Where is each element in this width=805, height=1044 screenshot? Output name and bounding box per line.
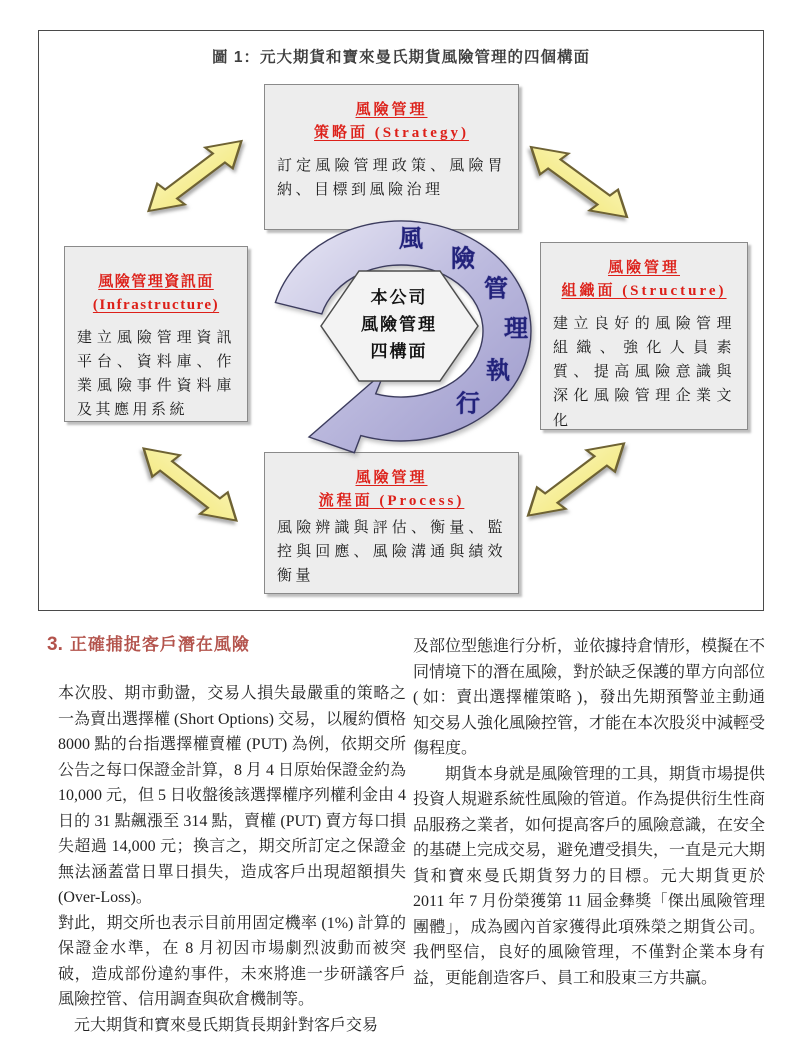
ring-label-char: 險 [451, 246, 475, 273]
infrastructure-title-line2: (Infrastructure) [92, 297, 220, 314]
paragraph: 本次股、期市動盪，交易人損失最嚴重的策略之一為賣出選擇權 (Short Options) 交易，以履約價格 8000 點的台指選擇權賣權 (PUT) 為例，依期交所公告之每口保證金計算，8 月 4 日原始保證金約為 10,000 元，但 5 日收盤後該選擇權序列權利金由 4 日的 31 點飆漲至 314 點，賣權 (PUT) 賣方每口損失超過 14,000 元；換言之，期交所訂定之保證金無法涵蓋當日單日損失，造成客戶出現超額損失 (Over-Loss)。 [58, 685, 407, 906]
strategy-title-line1: 風險管理 [355, 102, 428, 118]
paragraph: 對此，期交所也表示目前用固定機率 (1%) 計算的保證金水準，在 8 月初因市場劇烈波動而被突破，造成部份違約事件，未來將進一步研議客戶風險控管、信用調查與砍倉機制等。 [58, 914, 406, 1008]
section-heading [47, 630, 250, 656]
infrastructure-title-line1: 風險管理資訊面 [98, 274, 214, 290]
process-title-line1: 風險管理 [355, 470, 428, 486]
ring-label-char: 執 [486, 358, 510, 385]
infrastructure-box-body: 建立風險管理資訊平台、資料庫、作業風險事件資料庫及其應用系統 [77, 329, 235, 419]
ring-label-char: 風 [399, 226, 423, 253]
figure-title: 圖 1：元大期貨和寶來曼氏期貨風險管理的四個構面 [212, 49, 590, 66]
structure-title-line2: 組織面 (Structure) [561, 283, 727, 300]
structure-title-line1: 風險管理 [607, 260, 680, 276]
paragraph: 及部位型態進行分析，並依據持倉情形，模擬在不同情境下的潛在風險，對於缺乏保護的單方向部位 ( 如：賣出選擇權策略 )，發出先期預警並主動通知交易人強化風險控管，才能在本次股災中減輕受傷程度。 [413, 638, 766, 757]
ring-label-char: 管 [484, 276, 508, 303]
article-column-right [413, 634, 765, 991]
process-title-line2: 流程面 (Process) [318, 493, 465, 510]
paragraph: 元大期貨和寶來曼氏期貨長期針對客戶交易 [74, 1016, 379, 1034]
hexagon-label-line1: 本公司 [370, 288, 428, 307]
hexagon-label [319, 284, 479, 366]
ring-label-char: 理 [504, 316, 528, 343]
strategy-title-line2: 策略面 (Strategy) [314, 125, 469, 142]
paragraph: 期貨本身就是風險管理的工具，期貨市場提供投資人規避系統性風險的管道。作為提供衍生性商品服務之業者，如何提高客戶的風險意識，在安全的基礎上完成交易，避免遭受損失，一直是元大期貨和寶來曼氏期貨努力的目標。元大期貨更於 2011 年 7 月份榮獲第 11 屆金彝獎「傑出風險管理團體」，成為國內首家獲得此項殊榮之期貨公司。我們堅信，良好的風險管理，不僅對企業本身有益，更能創造客戶、員工和股東三方共贏。 [413, 765, 766, 987]
hexagon-label-line2: 風險管理 [361, 315, 437, 335]
process-box-body: 風險辨識與評估、衡量、監控與回應、風險溝通與績效衡量 [277, 519, 506, 585]
infrastructure-box-title [77, 271, 235, 318]
section-heading-title: 正確捕捉客戶潛在風險 [69, 635, 250, 654]
figure-panel [38, 30, 764, 611]
strategy-box-body: 訂定風險管理政策、風險胃納、目標到風險治理 [277, 157, 506, 198]
section-heading-number: 3. [47, 634, 63, 655]
ring-label-char: 行 [456, 391, 480, 418]
structure-box-body: 建立良好的風險管理組織、強化人員素質、提高風險意識與深化風險管理企業文化 [553, 315, 735, 429]
hexagon-label-line3: 四構面 [370, 342, 428, 362]
article-column-left [58, 681, 406, 1038]
strategy-box-title [277, 99, 506, 146]
